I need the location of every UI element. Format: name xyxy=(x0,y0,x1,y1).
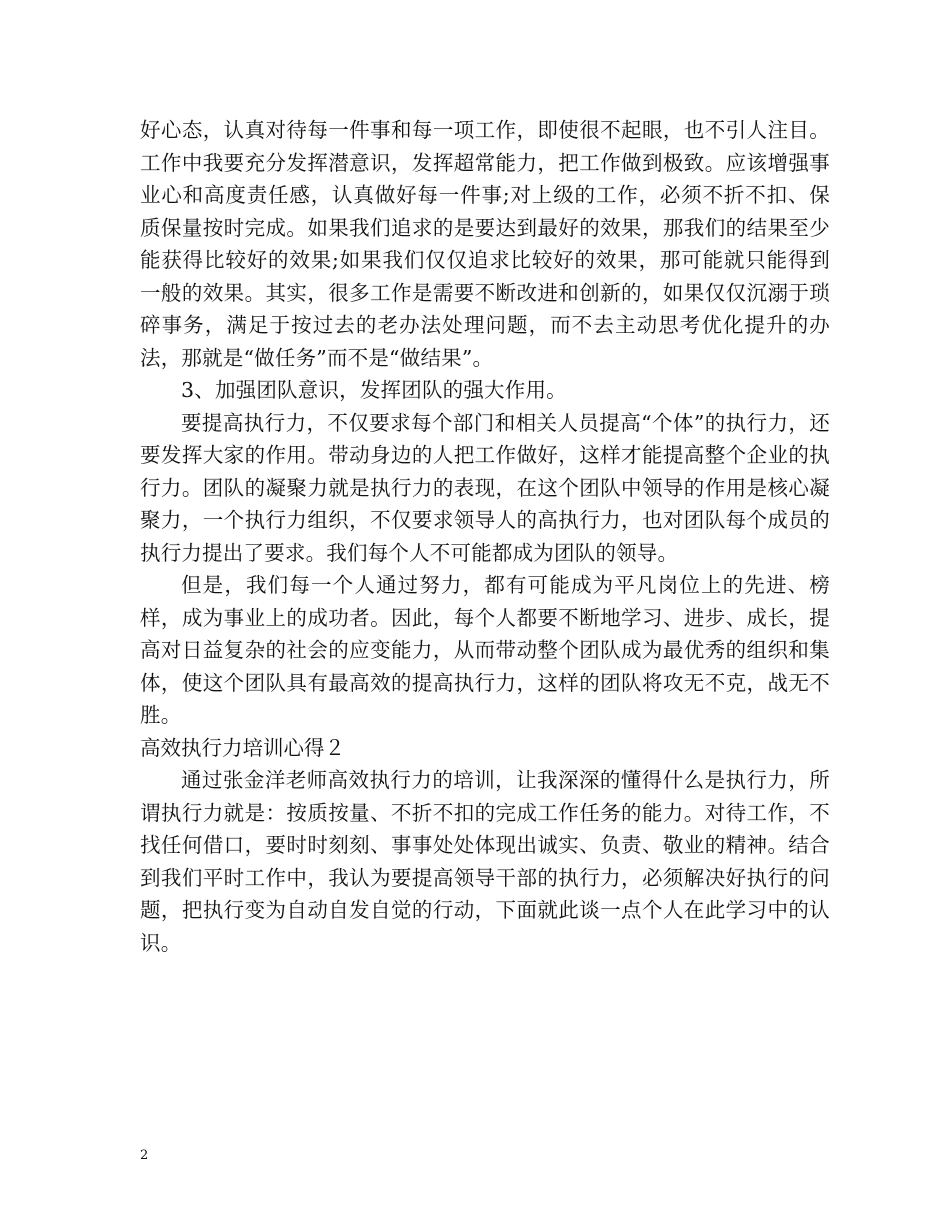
paragraph-continued: 好心态，认真对待每一件事和每一项工作，即使很不起眼，也不引人注目。工作中我要充分发挥潜意识，发挥超常能力，把工作做到极致。应该增强事业心和高度责任感，认真做好每一件事;对上级的工作，必须不折不扣、保质保量按时完成。如果我们追求的是要达到最好的效果，那我们的结果至少能获得比较好的效果;如果我们仅仅追求比较好的效果，那可能就只能得到一般的效果。其实，很多工作是需要不断改进和创新的，如果仅仅沉溺于琐碎事务，满足于按过去的老办法处理问题，而不去主动思考优化提升的办法，那就是“做任务”而不是“做结果”。 xyxy=(140,118,830,370)
document-body xyxy=(140,114,830,959)
section-heading-team-awareness: 3、加强团队意识，发挥团队的强大作用。 xyxy=(181,378,567,402)
paragraph-role-models: 但是，我们每一个人通过努力，都有可能成为平凡岗位上的先进、榜样，成为事业上的成功者。因此，每个人都要不断地学习、进步、成长，提高对日益复杂的社会的应变能力，从而带动整个团队成为最优秀的组织和集体，使这个团队具有最高效的提高执行力，这样的团队将攻无不克，战无不胜。 xyxy=(140,573,830,727)
page-number: 2 xyxy=(140,1148,149,1163)
article-title-2: 高效执行力培训心得２ xyxy=(140,735,345,760)
paragraph-team-execution: 要提高执行力，不仅要求每个部门和相关人员提高“个体”的执行力，还要发挥大家的作用。带动身边的人把工作做好，这样才能提高整个企业的执行力。团队的凝聚力就是执行力的表现，在这个团队中领导的作用是核心凝聚力，一个执行力组织，不仅要求领导人的高执行力，也对团队每个成员的执行力提出了要求。我们每个人不可能都成为团队的领导。 xyxy=(140,410,830,565)
paragraph-training-reflection: 通过张金洋老师高效执行力的培训，让我深深的懂得什么是执行力，所谓执行力就是：按质按量、不折不扣的完成工作任务的能力。对待工作，不找任何借口，要时时刻刻、事事处处体现出诚实、负责、敬业的精神。结合到我们平时工作中，我认为要提高领导干部的执行力，必须解决好执行的问题，把执行变为自动自发自觉的行动，下面就此谈一点个人在此学习中的认识。 xyxy=(140,768,830,955)
